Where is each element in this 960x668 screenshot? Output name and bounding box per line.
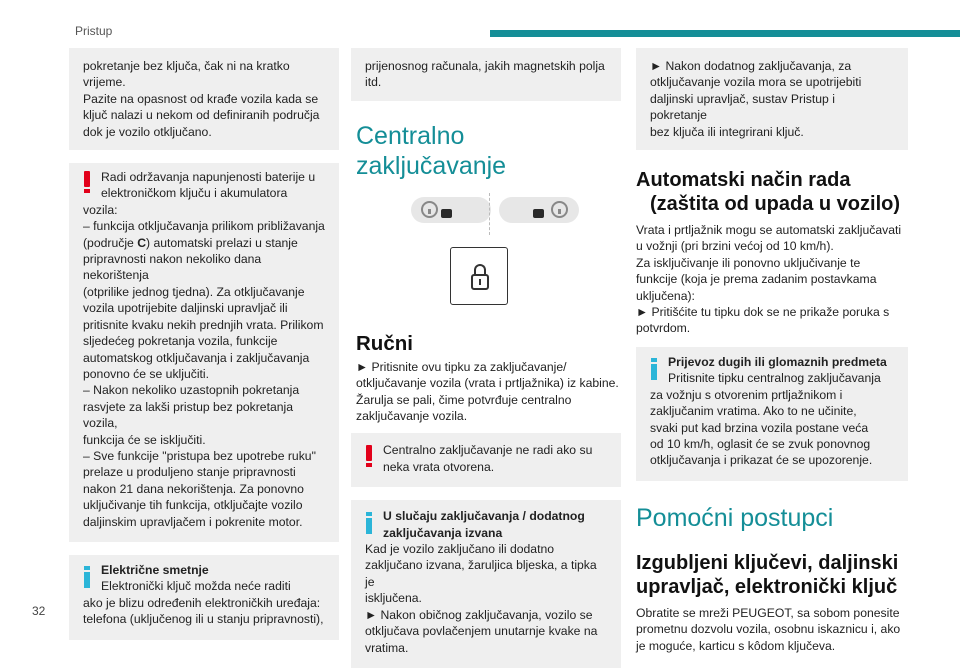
subheading-lost-keys [636, 551, 908, 599]
note-line: pokretanje bez ključa, čak ni na kratko [83, 59, 290, 73]
warning-line: (otprilike jednog tjedna). Za otključavanje [83, 284, 305, 299]
warning-line: vozila upotrijebite daljinski upravljač ili [83, 301, 288, 316]
warning-exclamation-icon [366, 445, 372, 467]
warning-line: – Nakon nekoliko uzastopnih pokretanja [83, 383, 300, 398]
info-line: itd. [365, 75, 382, 90]
central-lock-button-illustration [450, 247, 508, 305]
info-line: Kad je vozilo zaključano ili dodatno [365, 542, 555, 557]
info-line: zaključano izvana, žaruljica bljeska, a tipka je [365, 558, 597, 589]
column-1 [69, 48, 339, 640]
paragraph-line: prometnu dozvolu vozila, osobnu iskaznicu i, ako [636, 622, 901, 637]
subheading-manual: Ručni [356, 331, 413, 355]
steering-wheel-icon [421, 201, 438, 218]
paragraph-line: Obratite se mreži PEUGEOT, sa sobom ponesite [636, 605, 900, 620]
warning-line: uključivanje tih funkcija, otključajte vozilo [83, 498, 303, 513]
info-line: ► Nakon dodatnog zaključavanja, za [650, 59, 852, 73]
heading-line: (zaštita od upada u vozilo) [650, 193, 901, 216]
lost-keys-paragraph [636, 605, 908, 654]
warning-line: pripravnosti nakon nekoliko dana nekorištenja [83, 252, 262, 283]
info-line: vratima. [365, 640, 409, 655]
info-line: daljinski upravljač, sustav Pristup i pokretanje [650, 91, 835, 123]
warning-line: – Sve funkcije "pristupa bez upotrebe ruku" [83, 448, 316, 463]
info-title: U slučaju zaključavanja / dodatnog [383, 509, 585, 524]
section-title: Pristup [75, 24, 113, 38]
warning-line: vozila: [83, 202, 118, 217]
warning-line: ponovno će se uključiti. [83, 366, 210, 381]
lock-button-icon [441, 209, 452, 218]
warning-box-doors [351, 433, 621, 487]
paragraph-line: Za isključivanje ili ponovno uključivanje te [636, 255, 861, 270]
column-3 [636, 48, 908, 654]
lock-button-icon [533, 209, 544, 218]
divider [489, 193, 490, 235]
info-line: od 10 km/h, oglasit će se zvuk ponovnog [650, 436, 871, 451]
note-line: ključ nalazi u nekom od definiranih područja [83, 108, 320, 123]
paragraph-line: je moguće, karticu s kôdom ključeva. [636, 638, 836, 653]
info-line: otključava povlačenjem unutarnje kvake na [365, 624, 598, 639]
info-box-interference [69, 555, 339, 640]
text-segment: ) automatski prelazi u stanje [146, 235, 298, 250]
note-box-continued [69, 48, 339, 150]
remote-key-illustration [351, 193, 621, 235]
subheading-automatic-mode [636, 168, 908, 216]
steering-wheel-icon [551, 201, 568, 218]
paragraph-line: u vožnji (pri brzini većoj od 10 km/h). [636, 239, 834, 254]
paragraph-line: ► Pritišćite tu tipku dok se ne prikaže poruka s [636, 305, 890, 320]
info-line: telefona (uključenog ili u stanju pripravnosti), [83, 612, 324, 627]
note-line: dok je vozilo otključano. [83, 124, 212, 139]
warning-line: neka vrata otvorena. [383, 459, 495, 474]
info-title: Električne smetnje [101, 562, 209, 577]
warning-line: daljinskim upravljačem i pokrenite motor. [83, 514, 303, 529]
info-line: zaključanim vratima. Ako to ne učinite, [650, 404, 857, 419]
warning-box-battery [69, 163, 339, 542]
key-fob-left [411, 197, 491, 223]
info-line: otključavanja i prikazat će se upozorenje. [650, 453, 873, 468]
heading-line: Izgubljeni ključevi, daljinski [636, 551, 899, 574]
info-title: Prijevoz dugih ili glomaznih predmeta [668, 354, 887, 369]
info-box-long-objects [636, 347, 908, 481]
warning-line: nakon 21 dana nekorištenja. Za ponovno [83, 481, 304, 496]
info-icon [651, 358, 657, 380]
info-line: Elektronički ključ možda neće raditi [101, 579, 291, 594]
warning-exclamation-icon [84, 171, 90, 193]
warning-line: prelaze u produljeno stanje pripravnosti [83, 465, 296, 480]
warning-line: Centralno zaključavanje ne radi ako su [383, 443, 593, 458]
paragraph-line: funkcije (koja je prema zadanim postavkama [636, 272, 877, 287]
header-accent-bar [490, 30, 960, 37]
warning-line: elektroničkom ključu i akumulatora [101, 186, 288, 201]
paragraph-line: potvrdom. [636, 321, 691, 336]
info-line: svaki put kad brzina vozila postane veća [650, 420, 869, 435]
info-box-continued [351, 48, 621, 101]
warning-line [83, 235, 327, 251]
key-fob-right [499, 197, 579, 223]
page-number: 32 [32, 604, 46, 618]
section-heading-central-locking: Centralno zaključavanje [356, 121, 507, 180]
warning-line: sljedećeg pokretanja vozila, funkcije [83, 334, 278, 349]
padlock-body [471, 274, 489, 290]
note-line: Pazite na opasnost od krađe vozila kada se [83, 91, 319, 106]
zone-label: C [137, 235, 147, 250]
info-line: bez ključa ili integrirani ključ. [650, 124, 804, 139]
warning-line: pritisnite kvaku nekih prednjih vrata. Prilikom [83, 317, 324, 332]
warning-line: rasvjete za lakši pristup bez pokretanja vozila, [83, 399, 294, 431]
paragraph-line: uključena): [636, 288, 695, 303]
warning-line: Radi održavanja napunjenosti baterije u [101, 170, 316, 185]
manual-paragraph [356, 359, 621, 425]
info-line: ako je blizu određenih elektroničkih uređaja: [83, 595, 321, 610]
section-heading-backup-procedures: Pomoćni postupci [636, 503, 834, 532]
note-line: vrijeme. [83, 75, 126, 90]
info-icon [84, 566, 90, 588]
info-line: otključavanje vozila mora se upotrijebiti [650, 75, 862, 90]
text-segment: (područje [83, 235, 138, 250]
paragraph-line: zaključavanje vozila. [356, 409, 468, 424]
paragraph-line: otključavanje vozila (vrata i prtljažnika) iz kabine. [356, 376, 619, 391]
paragraph-line: ► Pritisnite ovu tipku za zaključavanje/ [356, 359, 567, 374]
paragraph-line: Žarulja se pali, čime potvrđuje centralno [356, 392, 572, 407]
warning-line: – funkcija otključavanja prilikom približavanja [83, 219, 325, 234]
column-2 [351, 48, 621, 668]
info-box-continued [636, 48, 908, 150]
heading-line: Automatski način rada [636, 169, 851, 192]
warning-line: automatskog otključavanja i zaključavanja [83, 350, 310, 365]
info-line: Pritisnite tipku centralnog zaključavanja [668, 371, 881, 386]
paragraph-line: Vrata i prtljažnik mogu se automatski zaključavati [636, 223, 902, 238]
info-icon [366, 512, 372, 534]
warning-line: funkcija će se isključiti. [83, 432, 206, 447]
info-line: isključena. [365, 591, 422, 606]
info-line: prijenosnog računala, jakih magnetskih polja [365, 59, 605, 73]
info-title: zaključavanja izvana [383, 525, 503, 540]
info-line: ► Nakon običnog zaključavanja, vozilo se [365, 607, 593, 622]
automatic-paragraph [636, 222, 908, 337]
info-line: za vožnju s otvorenim prtljažnikom i [650, 387, 843, 402]
info-box-external-locking [351, 500, 621, 668]
heading-line: upravljač, elektronički ključ [636, 575, 898, 598]
